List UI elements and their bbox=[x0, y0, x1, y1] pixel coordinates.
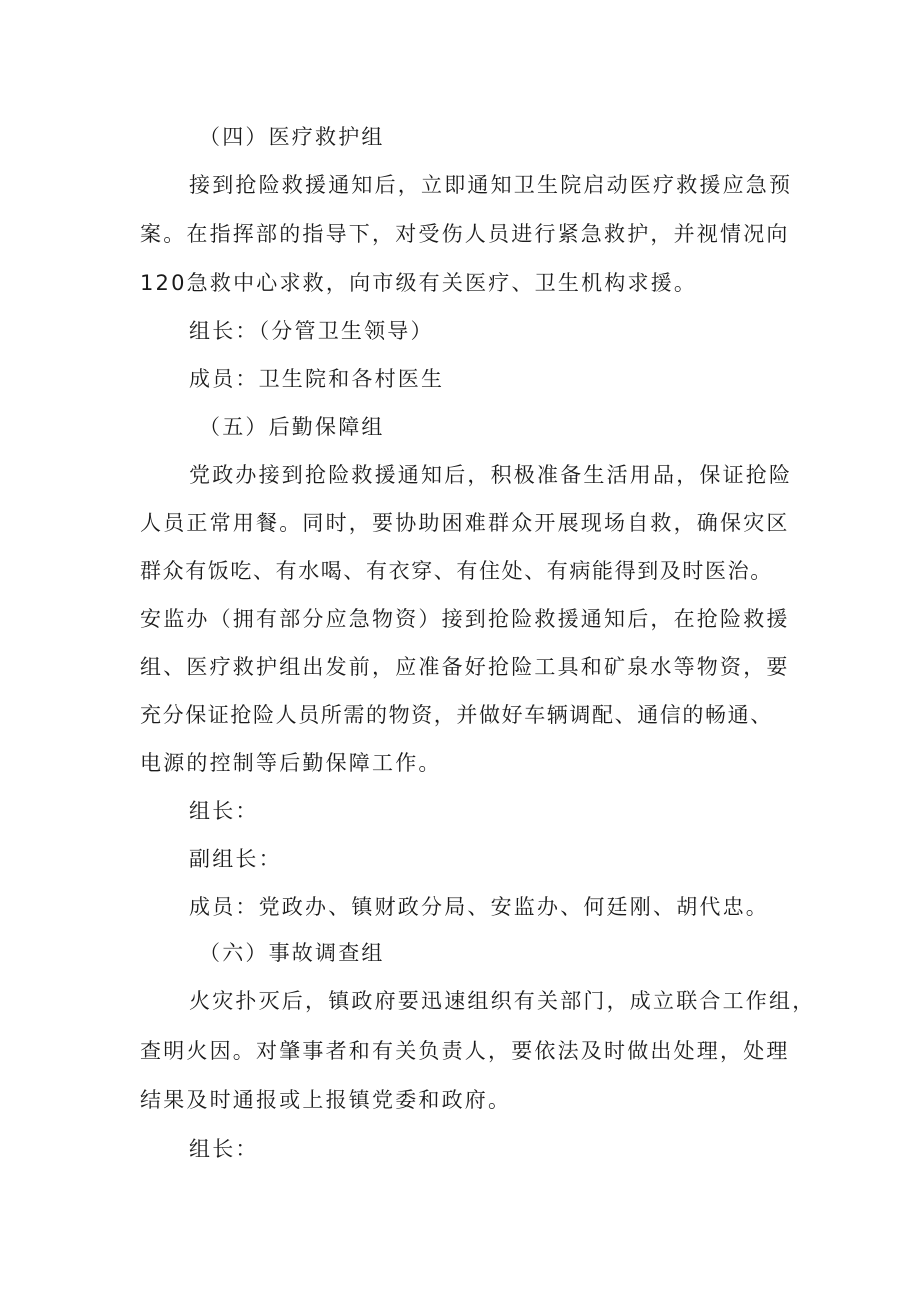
section-5-paragraph-line: 群众有饭吃、有水喝、有衣穿、有住处、有病能得到及时医治。 bbox=[140, 559, 773, 583]
section-5-paragraph-line: 安监办（拥有部分应急物资）接到抢险救援通知后，在抢险救援 bbox=[140, 607, 790, 631]
section-6-paragraph-line: 火灾扑灭后，镇政府要迅速组织有关部门，成立联合工作组， bbox=[189, 989, 816, 1013]
section-4-members: 成员：卫生院和各村医生 bbox=[189, 367, 445, 391]
section-4-leader: 组长：（分管卫生领导） bbox=[189, 319, 434, 343]
section-5-paragraph-line: 党政办接到抢险救援通知后，积极准备生活用品，保证抢险 bbox=[189, 463, 793, 487]
section-5-members: 成员：党政办、镇财政分局、安监办、何廷刚、胡代忠。 bbox=[189, 895, 769, 919]
section-6-paragraph-line: 结果及时通报或上报镇党委和政府。 bbox=[140, 1088, 512, 1112]
section-6-leader: 组长： bbox=[189, 1137, 259, 1161]
section-4-paragraph-line: 案。在指挥部的指导下，对受伤人员进行紧急救护，并视情况向 bbox=[140, 222, 790, 246]
section-4-paragraph-line: 接到抢险救援通知后，立即通知卫生院启动医疗救援应急预 bbox=[189, 173, 793, 197]
section-5-deputy-leader: 副组长： bbox=[189, 847, 282, 871]
section-6-paragraph-line: 查明火因。对肇事者和有关负责人，要依法及时做出处理，处理 bbox=[140, 1039, 790, 1063]
section-5-paragraph-line: 人员正常用餐。同时，要协助困难群众开展现场自救，确保灾区 bbox=[140, 511, 790, 535]
section-5-paragraph-line: 组、医疗救护组出发前，应准备好抢险工具和矿泉水等物资，要 bbox=[140, 655, 790, 679]
section-5-paragraph-line: 充分保证抢险人员所需的物资，并做好车辆调配、通信的畅通、 bbox=[140, 703, 773, 727]
section-5-paragraph-line: 电源的控制等后勤保障工作。 bbox=[140, 751, 442, 775]
section-5-leader: 组长： bbox=[189, 799, 259, 823]
section-6-heading: （六）事故调查组 bbox=[199, 941, 385, 965]
section-4-heading: （四）医疗救护组 bbox=[199, 125, 385, 149]
section-5-heading: （五）后勤保障组 bbox=[199, 415, 385, 439]
section-4-paragraph-line: 120急救中心求救，向市级有关医疗、卫生机构求援。 bbox=[140, 271, 698, 295]
